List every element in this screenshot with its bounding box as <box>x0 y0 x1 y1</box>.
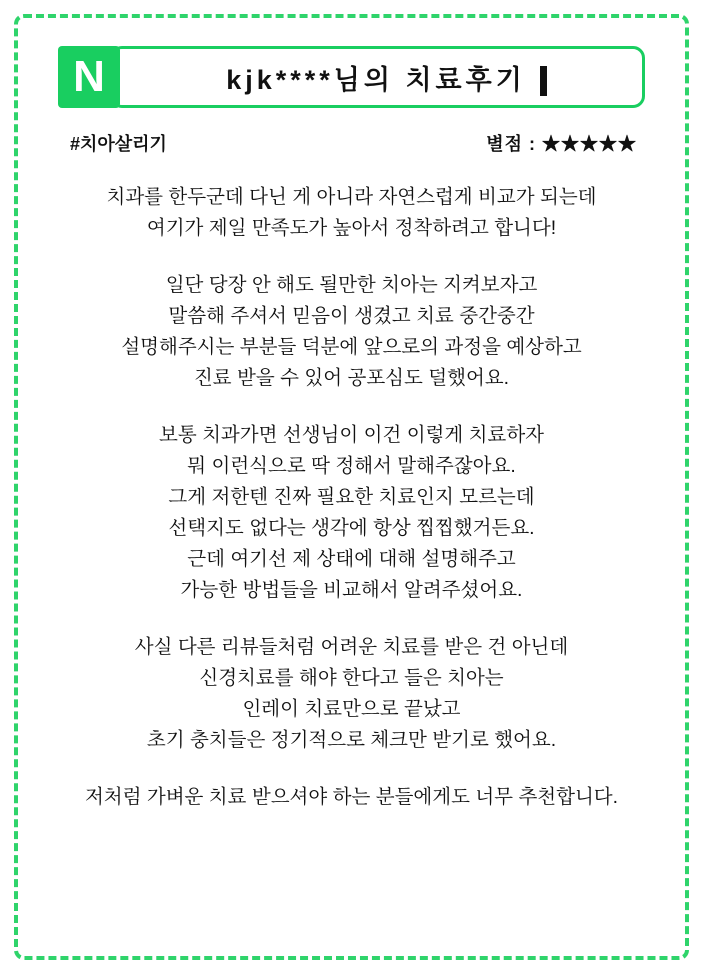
naver-logo-icon <box>58 46 120 108</box>
naver-logo-letter: N <box>73 52 105 101</box>
rating-label: 별점 : <box>486 134 542 154</box>
title-pill <box>110 46 645 108</box>
review-line: 치과를 한두군데 다닌 게 아니라 자연스럽게 비교가 되는데 <box>106 186 597 208</box>
review-line: 진료 받을 수 있어 공포심도 덜했어요. <box>193 367 510 389</box>
page-title: kjk****님의 치료후기 <box>226 64 526 95</box>
review-line: 설명해주시는 부분들 덕분에 앞으로의 과정을 예상하고 <box>121 336 582 358</box>
review-line: 여기가 제일 만족도가 높아서 정착하려고 합니다! <box>146 217 557 239</box>
hashtag-label: #치아살리기 <box>70 134 167 154</box>
review-body <box>40 182 663 946</box>
review-meta-row <box>40 130 663 156</box>
review-line: 사실 다른 리뷰들처럼 어려운 치료를 받은 건 아닌데 <box>134 636 569 658</box>
review-line: 인레이 치료만으로 끝났고 <box>242 698 461 720</box>
review-paragraph <box>50 632 653 756</box>
review-line: 일단 당장 안 해도 될만한 치아는 지켜보자고 <box>165 274 538 296</box>
review-line: 신경치료를 해야 한다고 들은 치아는 <box>199 667 504 689</box>
review-paragraph <box>50 782 653 813</box>
review-paragraph <box>50 270 653 394</box>
rating-stars-icon: ★★★★★ <box>542 134 637 154</box>
review-line: 근데 여기선 제 상태에 대해 설명해주고 <box>187 548 516 570</box>
review-line: 뭐 이런식으로 딱 정해서 말해주잖아요. <box>187 455 516 477</box>
review-paragraph <box>50 182 653 244</box>
review-line: 선택지도 없다는 생각에 항상 찝찝했거든요. <box>168 517 535 539</box>
review-line: 가능한 방법들을 비교해서 알려주셨어요. <box>180 579 523 601</box>
review-line: 저처럼 가벼운 치료 받으셔야 하는 분들에게도 너무 추천합니다. <box>84 786 619 808</box>
review-line: 말씀해 주셔서 믿음이 생겼고 치료 중간중간 <box>168 305 535 327</box>
rating-badge <box>486 130 637 156</box>
text-cursor-icon <box>540 66 547 96</box>
review-line: 초기 충치들은 정기적으로 체크만 받기로 했어요. <box>146 729 557 751</box>
dashed-border-frame <box>14 14 689 960</box>
review-paragraph <box>50 420 653 606</box>
review-line: 그게 저한텐 진짜 필요한 치료인지 모르는데 <box>168 486 535 508</box>
review-line: 보통 치과가면 선생님이 이건 이렇게 치료하자 <box>159 424 544 446</box>
review-header <box>40 46 663 108</box>
